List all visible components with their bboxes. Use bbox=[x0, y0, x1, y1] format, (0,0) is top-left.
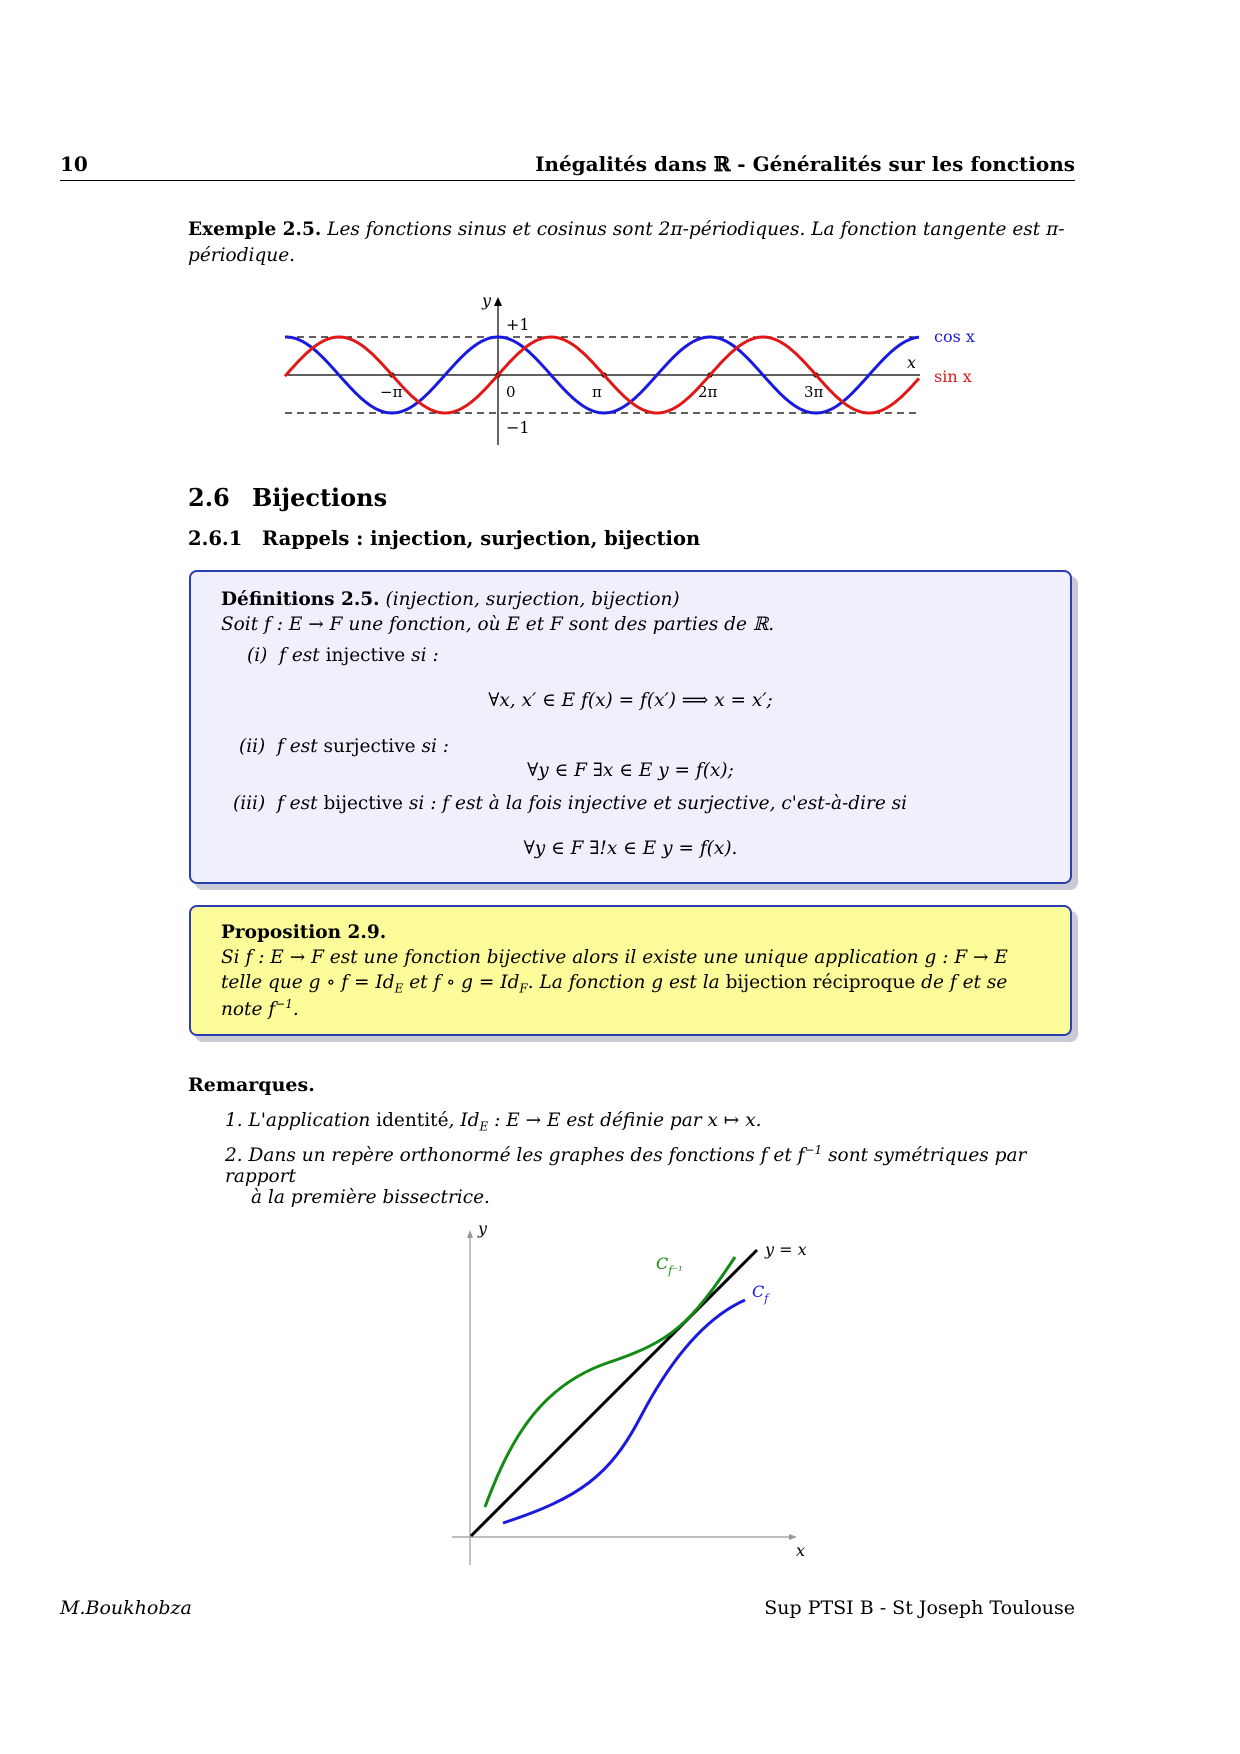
x-axis-label: x bbox=[907, 353, 917, 372]
footer-author: M.Boukhobza bbox=[60, 1597, 192, 1619]
cos-label: cos x bbox=[934, 327, 975, 346]
example-text-2: périodique. bbox=[188, 245, 296, 266]
section-heading bbox=[188, 483, 387, 512]
proposition-label: Proposition 2.9. bbox=[221, 922, 387, 943]
definition-item-i: (i) f est injective si : bbox=[247, 645, 439, 666]
term-bijective: bijective bbox=[323, 793, 404, 814]
tick-label: −π bbox=[380, 383, 403, 401]
remarks-title: Remarques. bbox=[188, 1074, 315, 1096]
remark-1: 1. L'application identité, $Id_E$ : E → E est définie par x ↦ x. bbox=[225, 1110, 762, 1134]
proposition-line-2: telle que g ∘ $f = Id_E$ et f ∘ $g = Id_F$. La fonction g est la bijection réciproque de f et se bbox=[221, 972, 1008, 996]
graph-f-inverse bbox=[485, 1257, 735, 1507]
footer-school: Sup PTSI B - St Joseph Toulouse bbox=[764, 1597, 1075, 1619]
subsection-number: 2.6.1 bbox=[188, 527, 243, 550]
item-number: (ii) bbox=[239, 736, 266, 757]
remark-2: 2. Dans un repère orthonormé les graphes des fonctions f et $f^{-1}$ sont symétriques par rapport à la première bissectrice. bbox=[225, 1143, 1027, 1209]
tick-label: 3π bbox=[804, 383, 824, 401]
x-axis-arrow bbox=[789, 1534, 797, 1540]
definitions-label: Définitions 2.5. bbox=[221, 589, 380, 610]
cf-inverse-label: $C_{f^{-1}}$ bbox=[656, 1254, 683, 1277]
label-plus-one: +1 bbox=[506, 315, 530, 334]
y-axis-arrow bbox=[467, 1230, 473, 1238]
example-text-1: Les fonctions sinus et cosinus sont 2π-périodiques. La fonction tangente est π- bbox=[327, 219, 1065, 240]
item-number: (i) bbox=[247, 645, 268, 666]
y-axis-label: y bbox=[482, 291, 492, 310]
term-identite: identité bbox=[376, 1110, 449, 1131]
definitions-box bbox=[189, 570, 1072, 884]
definitions-intro: Soit f : E → F une fonction, où E et F sont des parties de ℝ. bbox=[221, 614, 775, 635]
cf-label: $C_f$ bbox=[752, 1282, 769, 1305]
graph-f bbox=[503, 1300, 745, 1523]
proposition-line-3: note $f^{-1}$. bbox=[221, 997, 299, 1021]
formula-injective: ∀x, x′ ∈ E f(x) = f(x′) ⟹ x = x′; bbox=[488, 690, 773, 711]
y-axis-label: y bbox=[478, 1219, 488, 1238]
example-label: Exemple 2.5. bbox=[188, 219, 322, 240]
subsection-heading bbox=[188, 527, 700, 550]
section-number: 2.6 bbox=[188, 483, 230, 512]
term-injective: injective bbox=[325, 645, 406, 666]
diagonal-label: y = x bbox=[765, 1240, 807, 1259]
page-header bbox=[60, 150, 1075, 181]
y-axis-arrow bbox=[494, 297, 502, 306]
definition-item-ii: (ii) f est surjective si : bbox=[239, 736, 450, 757]
inverse-graph-figure bbox=[440, 1210, 840, 1570]
formula-bijective: ∀y ∈ F ∃!x ∈ E y = f(x). bbox=[523, 838, 738, 859]
item-number: (iii) bbox=[233, 793, 266, 814]
sin-label: sin x bbox=[934, 367, 972, 386]
page-number: 10 bbox=[60, 152, 88, 176]
formula-surjective: ∀y ∈ F ∃x ∈ E y = f(x); bbox=[527, 760, 734, 781]
tick-label: 2π bbox=[698, 383, 718, 401]
chapter-title: Inégalités dans ℝ - Généralités sur les fonctions bbox=[535, 152, 1075, 176]
definitions-paren: (injection, surjection, bijection) bbox=[385, 589, 680, 610]
term-bijection-reciproque: bijection réciproque bbox=[725, 972, 916, 993]
proposition-line-1: Si f : E → F est une fonction bijective alors il existe une unique application g : F → E bbox=[221, 947, 1008, 968]
definitions-heading bbox=[221, 589, 680, 610]
x-axis-label: x bbox=[796, 1541, 806, 1560]
tick-label: 0 bbox=[506, 383, 516, 401]
sin-cos-figure bbox=[270, 290, 990, 450]
section-title: Bijections bbox=[252, 483, 388, 512]
term-surjective: surjective bbox=[323, 736, 416, 757]
diagonal-line bbox=[471, 1250, 757, 1536]
example-2-5 bbox=[188, 217, 1083, 269]
subsection-title: Rappels : injection, surjection, bijection bbox=[262, 527, 701, 550]
tick-label: π bbox=[592, 383, 602, 401]
proposition-box bbox=[189, 905, 1072, 1036]
definition-item-iii: (iii) f est bijective si : f est à la fois injective et surjective, c'est-à-dire si bbox=[233, 793, 908, 814]
label-minus-one: −1 bbox=[506, 418, 530, 437]
